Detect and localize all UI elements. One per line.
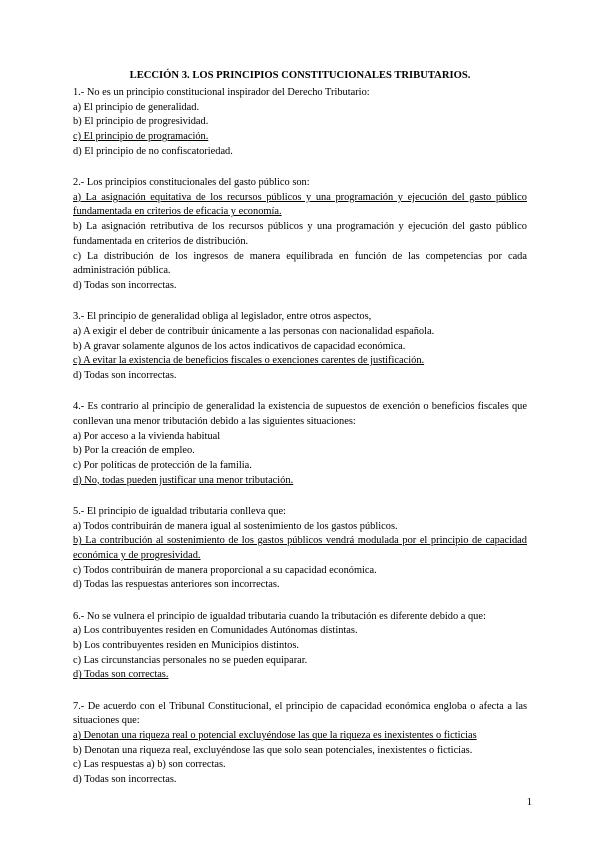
question-text: 1.- No es un principio constitucional inspirador del Derecho Tributario: [73, 87, 370, 98]
page-title: LECCIÓN 3. LOS PRINCIPIOS CONSTITUCIONALES TRIBUTARIOS. [129, 70, 471, 81]
correct-answer-option: b) La contribución al sostenimiento de los gastos públicos vendrá modulada por el principio de capacidad económica y de progresividad. [73, 535, 527, 561]
question-block [73, 310, 527, 384]
answer-option: c) Las circunstancias personales no se pueden equiparar. [73, 654, 308, 666]
answer-option: c) Todos contribuirán de manera proporcional a su capacidad económica. [73, 564, 377, 576]
answer-option: d) Todas son incorrectas. [73, 279, 177, 291]
answer-option: c) Las respuestas a) b) son correctas. [73, 759, 226, 771]
answer-option: b) El principio de progresividad. [73, 116, 209, 128]
answer-option: b) Denotan una riqueza real, excluyéndose las que solo sean potenciales, inexistentes o ficticias. [73, 744, 473, 756]
correct-answer-option: d) Todas son correctas. [73, 669, 169, 681]
answer-option: a) Por acceso a la vivienda habitual [73, 430, 221, 442]
answer-option: b) Por la creación de empleo. [73, 445, 195, 457]
correct-answer-option: a) Denotan una riqueza real o potencial excluyéndose las que la riqueza es inexistentes o ficticias [73, 730, 477, 742]
answer-option: d) El principio de no confiscatoriedad. [73, 145, 233, 157]
question-text: 4.- Es contrario al principio de generalidad la existencia de supuestos de exención o beneficios fiscales que conllevan una menor tributación debido a las siguientes situaciones: [73, 401, 527, 427]
question-block [73, 176, 527, 294]
question-text: 6.- No se vulnera el principio de igualdad tributaria cuando la tributación es diferente debido a que: [73, 610, 486, 622]
question-block [73, 86, 527, 160]
answer-option: c) La distribución de los ingresos de manera equilibrada en función de las competencias por cada administración pública. [73, 250, 527, 277]
correct-answer-option: c) A evitar la existencia de beneficios fiscales o exenciones carentes de justificación. [73, 355, 425, 367]
answer-option: c) Por políticas de protección de la familia. [73, 459, 252, 471]
answer-option: d) Todas son incorrectas. [73, 774, 177, 786]
question-text: 7.- De acuerdo con el Tribunal Constitucional, el principio de capacidad económica engloba o afecta a las situaciones que: [73, 700, 527, 727]
answer-option: b) La asignación retributiva de los recursos públicos y una programación y ejecución del gasto público fundamentada en criterios de distribución. [73, 221, 527, 247]
question-block [73, 505, 527, 593]
answer-option: a) Los contribuyentes residen en Comunidades Autónomas distintas. [73, 625, 358, 637]
correct-answer-option: d) No, todas pueden justificar una menor tributación. [73, 474, 294, 486]
correct-answer-option: c) El principio de programación. [73, 131, 209, 143]
question-text: 3.- El principio de generalidad obliga al legislador, entre otros aspectos, [73, 311, 372, 323]
answer-option: b) Los contribuyentes residen en Municipios distintos. [73, 640, 299, 651]
answer-option: a) Todos contribuirán de manera igual al sostenimiento de los gastos públicos. [73, 520, 398, 532]
question-text: 5.- El principio de igualdad tributaria conlleva que: [73, 505, 286, 517]
question-block [73, 610, 527, 684]
answer-option: d) Todas las respuestas anteriores son incorrectas. [73, 579, 280, 591]
question-text: 2.- Los principios constitucionales del gasto público son: [73, 177, 310, 189]
answer-option: d) Todas son incorrectas. [73, 369, 177, 381]
answer-option: b) A gravar solamente algunos de los actos indicativos de capacidad económica. [73, 340, 406, 352]
answer-option: a) El principio de generalidad. [73, 101, 200, 113]
page-number: 1 [526, 797, 532, 808]
question-block [73, 700, 527, 788]
question-list [73, 86, 527, 804]
answer-option: a) A exigir el deber de contribuir únicamente a las personas con nacionalidad española. [73, 325, 435, 337]
correct-answer-option: a) La asignación equitativa de los recursos públicos y una programación y ejecución del gasto público fundamentada en criterios de eficacia y economía. [73, 191, 527, 218]
question-block [73, 400, 527, 488]
